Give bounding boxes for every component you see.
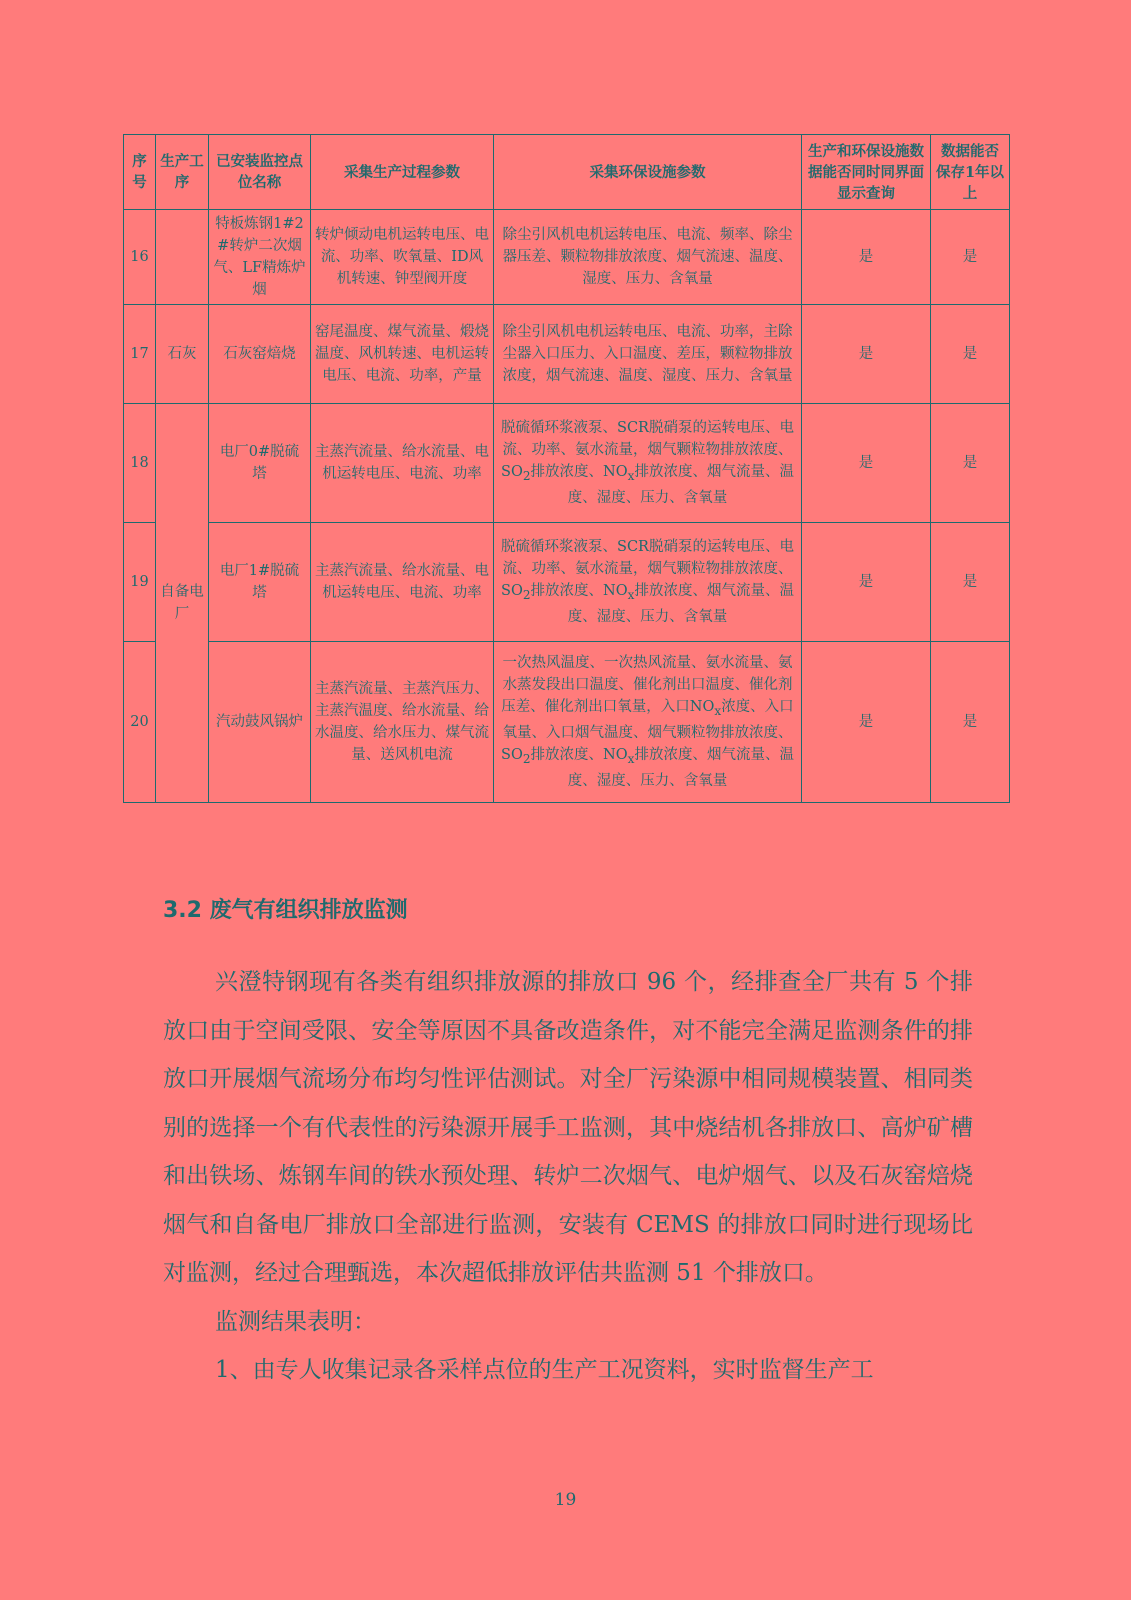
env-subscript: x (627, 587, 635, 602)
cell-same-screen: 是 (802, 642, 931, 803)
section-body (163, 958, 973, 1395)
cell-process (156, 210, 209, 305)
cell-env-params (494, 404, 802, 523)
table-header-row (124, 135, 1010, 210)
cell-env-params (494, 642, 802, 803)
header-production-params: 采集生产过程参数 (311, 135, 494, 210)
header-env-params: 采集环保设施参数 (494, 135, 802, 210)
cell-same-screen: 是 (802, 523, 931, 642)
header-retention: 数据能否保存1年以上 (931, 135, 1010, 210)
cell-seq: 17 (124, 305, 156, 404)
env-text-part: 排放浓度、烟气流量、温度、湿度、压力、含氧量 (567, 583, 794, 625)
env-subscript: 2 (522, 751, 531, 766)
page-number: 19 (554, 1490, 577, 1510)
header-seq: 序号 (124, 135, 156, 210)
cell-point: 特板炼钢1#2#转炉二次烟气、LF精炼炉烟 (209, 210, 311, 305)
body-paragraph: 1、由专人收集记录各采样点位的生产工况资料，实时监督生产工 (215, 1357, 874, 1383)
cell-retention: 是 (931, 305, 1010, 404)
cell-env-params: 除尘引风机电机运转电压、电流、功率，主除尘器入口压力、入口温度、差压，颗粒物排放浓度，烟气流速、温度、湿度、压力、含氧量 (494, 305, 802, 404)
cell-env-params: 除尘引风机电机运转电压、电流、频率、除尘器压差、颗粒物排放浓度、烟气流速、温度、湿度、压力、含氧量 (494, 210, 802, 305)
cell-production-params: 主蒸汽流量、给水流量、电机运转电压、电流、功率 (311, 523, 494, 642)
env-subscript: x (714, 704, 722, 718)
env-subscript: x (627, 468, 635, 483)
cell-same-screen: 是 (802, 210, 931, 305)
cell-seq: 18 (124, 404, 156, 523)
table-row (124, 523, 1010, 642)
env-text-part: 脱硫循环浆液泵、SCR脱硝泵的运转电压、电流、功率、氨水流量，烟气颗粒物排放浓度、SO (501, 420, 794, 481)
table-row (124, 210, 1010, 305)
table-row (124, 305, 1010, 404)
cell-same-screen: 是 (802, 404, 931, 523)
env-subscript: 2 (522, 468, 531, 483)
cell-production-params: 窑尾温度、煤气流量、煅烧温度、风机转速、电机运转电压、电流、功率，产量 (311, 305, 494, 404)
env-subscript: 2 (522, 587, 531, 602)
cell-retention: 是 (931, 404, 1010, 523)
env-subscript: x (627, 751, 635, 766)
section-heading: 3.2 废气有组织排放监测 (163, 898, 408, 923)
cell-retention: 是 (931, 210, 1010, 305)
table-row (124, 404, 1010, 523)
table-row (124, 642, 1010, 803)
cell-seq: 16 (124, 210, 156, 305)
cell-seq: 19 (124, 523, 156, 642)
header-same-screen: 生产和环保设施数据能否同时同界面显示查询 (802, 135, 931, 210)
cell-same-screen: 是 (802, 305, 931, 404)
cell-production-params: 转炉倾动电机运转电压、电流、功率、吹氧量、ID风机转速、钟型阀开度 (311, 210, 494, 305)
cell-production-params: 主蒸汽流量、主蒸汽压力、主蒸汽温度、给水流量、给水温度、给水压力、煤气流量、送风机电流 (311, 642, 494, 803)
cell-retention: 是 (931, 642, 1010, 803)
cell-production-params: 主蒸汽流量、给水流量、电机运转电压、电流、功率 (311, 404, 494, 523)
env-text-part: 排放浓度、烟气流量、温度、湿度、压力、含氧量 (567, 747, 794, 789)
cell-retention: 是 (931, 523, 1010, 642)
env-text-part: 排放浓度、NO (530, 747, 628, 763)
header-point: 已安装监控点位名称 (209, 135, 311, 210)
body-paragraph: 兴澄特钢现有各类有组织排放源的排放口 96 个，经排查全厂共有 5 个排放口由于空间受限、安全等原因不具备改造条件，对不能完全满足监测条件的排放口开展烟气流场分布均匀性评估测试。对全厂污染源中相同规模装置、相同类别的选择一个有代表性的污染源开展手工监测，其中烧结机各排放口、高炉矿槽和出铁场、炼钢车间的铁水预处理、转炉二次烟气、电炉烟气、以及石灰窑焙烧烟气和自备电厂排放口全部进行监测，安装有 CEMS 的排放口同时进行现场比对监测，经过合理甄选，本次超低排放评估共监测 51 个排放口。 (163, 969, 973, 1286)
header-process: 生产工序 (156, 135, 209, 210)
body-paragraph: 监测结果表明： (215, 1308, 376, 1335)
env-text-part: 脱硫循环浆液泵、SCR脱硝泵的运转电压、电流、功率、氨水流量，烟气颗粒物排放浓度、SO (501, 539, 794, 600)
env-text-part: 浓度、入口氧量、入口烟气温度、烟气颗粒物排放浓度、SO (501, 699, 794, 763)
env-text-part: 排放浓度、NO (530, 464, 628, 481)
env-text-part: 一次热风温度、一次热风流量、氨水流量、氨水蒸发段出口温度、催化剂出口温度、催化剂压差、催化剂出口氧量，入口NO (501, 655, 793, 716)
cell-point: 电厂0#脱硫塔 (209, 404, 311, 523)
cell-seq: 20 (124, 642, 156, 803)
cell-point: 电厂1#脱硫塔 (209, 523, 311, 642)
cell-point: 石灰窑焙烧 (209, 305, 311, 404)
env-text-part: 排放浓度、NO (530, 583, 628, 600)
cell-process: 石灰 (156, 305, 209, 404)
cell-point: 汽动鼓风锅炉 (209, 642, 311, 803)
env-text-part: 排放浓度、烟气流量、温度、湿度、压力、含氧量 (567, 464, 794, 506)
cell-process: 自备电厂 (156, 404, 209, 803)
monitoring-table (123, 134, 1010, 803)
cell-env-params (494, 523, 802, 642)
